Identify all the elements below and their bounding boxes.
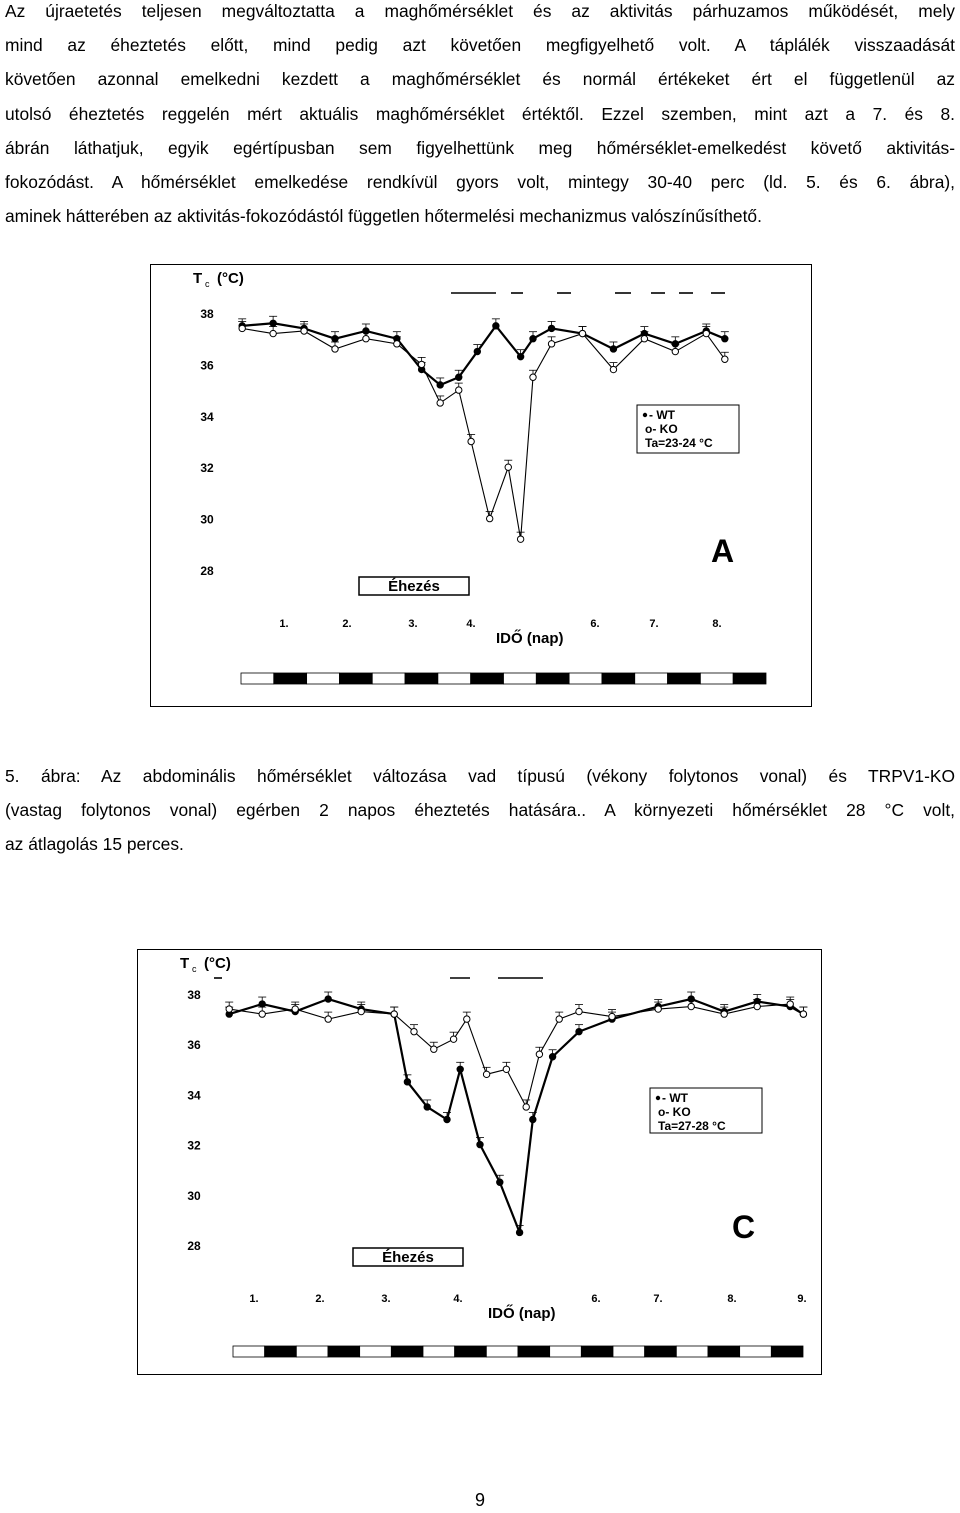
- data-point-ko: [576, 1008, 582, 1014]
- data-point-ko: [391, 1011, 397, 1017]
- data-point-ko: [800, 1011, 806, 1017]
- data-point-wt: [722, 336, 728, 342]
- y-tick-label: 34: [187, 1088, 201, 1103]
- data-point-ko: [239, 325, 245, 331]
- data-point-ko: [325, 1016, 331, 1022]
- light-dark-segment: [550, 1346, 582, 1357]
- data-point-wt: [437, 382, 443, 388]
- data-point-wt: [530, 1116, 536, 1122]
- data-point-ko: [483, 1071, 489, 1077]
- light-dark-segment: [581, 1346, 613, 1357]
- light-dark-segment: [771, 1346, 803, 1357]
- y-tick-label: 36: [200, 358, 214, 373]
- day-label: 7.: [649, 618, 659, 630]
- light-dark-segment: [455, 1346, 487, 1357]
- intro-line: követően azonnal emelkedni kezdett a maghőmérséklet és normál értékeket ért el függetlenül az: [5, 69, 955, 90]
- y-tick-label: 30: [187, 1188, 201, 1203]
- caption-line: az átlagolás 15 perces.: [5, 834, 184, 855]
- y-tick-label: 32: [187, 1138, 201, 1153]
- light-dark-segment: [241, 673, 274, 684]
- data-point-ko: [450, 1036, 456, 1042]
- light-dark-segment: [265, 1346, 297, 1357]
- light-dark-segment: [569, 673, 602, 684]
- legend-wt: - WT: [649, 408, 675, 422]
- data-point-wt: [576, 1028, 582, 1034]
- y-tick-label: 38: [187, 988, 201, 1002]
- data-point-ko: [332, 346, 338, 352]
- y-tick-label: 28: [187, 1239, 201, 1253]
- day-label: 1.: [249, 1293, 259, 1305]
- light-dark-segment: [740, 1346, 772, 1357]
- data-point-ko: [301, 328, 307, 334]
- data-point-wt: [516, 1229, 522, 1235]
- intro-line: Az újraetetés teljesen megváltoztatta a maghőmérséklet és az aktivitás párhuzamos működését, mely: [5, 1, 955, 21]
- data-point-wt: [457, 1066, 463, 1072]
- light-dark-segment: [518, 1346, 550, 1357]
- data-point-ko: [358, 1008, 364, 1014]
- light-dark-segment: [536, 673, 569, 684]
- y-axis-unit: (°C): [204, 955, 231, 972]
- panel-letter: C: [732, 1209, 756, 1245]
- light-dark-segment: [405, 673, 438, 684]
- data-point-wt: [456, 374, 462, 380]
- data-point-ko: [530, 374, 536, 380]
- y-tick-label: 30: [200, 512, 214, 527]
- intro-line: utolsó éheztetés reggelén mért aktuális maghőmérséklet értéktől. Ezzel szemben, mint azt a 7. és 8.: [5, 103, 955, 124]
- data-point-ko: [503, 1066, 509, 1072]
- day-label: 3.: [381, 1293, 391, 1305]
- legend-wt-marker: [656, 1096, 660, 1100]
- data-point-ko: [226, 1006, 232, 1012]
- data-point-wt: [610, 346, 616, 352]
- data-point-ko: [437, 400, 443, 406]
- figure-panel-c: [137, 949, 822, 1375]
- light-dark-segment: [372, 673, 405, 684]
- series-line-wt: [242, 323, 725, 385]
- data-point-ko: [464, 1016, 470, 1022]
- light-dark-segment: [602, 673, 635, 684]
- light-dark-segment: [504, 673, 537, 684]
- light-dark-segment: [233, 1346, 265, 1357]
- y-axis-unit: (°C): [217, 270, 244, 287]
- y-axis-label-subscript: c: [192, 964, 197, 974]
- x-axis-label: IDŐ (nap): [488, 1305, 556, 1322]
- page-number: 9: [474, 1490, 485, 1510]
- x-axis-label: IDŐ (nap): [496, 630, 564, 647]
- data-point-ko: [431, 1046, 437, 1052]
- data-point-ko: [363, 336, 369, 342]
- light-dark-segment: [635, 673, 668, 684]
- day-label: 4.: [466, 618, 476, 630]
- light-dark-segment: [296, 1346, 328, 1357]
- day-label: 2.: [342, 618, 352, 630]
- data-point-ko: [721, 1011, 727, 1017]
- light-dark-segment: [733, 673, 766, 684]
- legend-ko: o- KO: [658, 1105, 691, 1119]
- intro-line: mind az éheztetés előtt, mind pedig azt követően megfigyelhető volt. A táplálék visszaadását: [5, 35, 955, 56]
- data-point-ko: [548, 341, 554, 347]
- data-point-ko: [610, 366, 616, 372]
- light-dark-segment: [700, 673, 733, 684]
- chart-svg-c: [138, 950, 823, 1376]
- light-dark-segment: [307, 673, 340, 684]
- data-point-ko: [556, 1016, 562, 1022]
- caption-line: (vastag folytonos vonal) egérben 2 napos éheztetés hatására.. A környezeti hőmérséklet 28 °C volt,: [5, 800, 955, 821]
- day-label: 6.: [591, 1293, 601, 1305]
- figure-caption: [5, 759, 955, 862]
- data-point-wt: [259, 1001, 265, 1007]
- light-dark-segment: [274, 673, 307, 684]
- data-point-wt: [474, 348, 480, 354]
- light-dark-segment: [423, 1346, 455, 1357]
- light-dark-segment: [645, 1346, 677, 1357]
- day-label: 3.: [408, 618, 418, 630]
- figure-panel-a: [150, 264, 812, 707]
- data-point-ko: [579, 330, 585, 336]
- intro-line: fokozódást. A hőmérséklet emelkedése rendkívül gyors volt, mintegy 30-40 perc (ld. 5. és 6. ábra),: [5, 172, 955, 193]
- day-label: 8.: [727, 1293, 737, 1305]
- data-point-ko: [418, 361, 424, 367]
- light-dark-segment: [391, 1346, 423, 1357]
- y-axis-label: T: [180, 955, 190, 972]
- intro-line: aminek hátterében az aktivitás-fokozódástól független hőtermelési mechanizmus valószínűsíthető.: [5, 206, 762, 227]
- intro-paragraph: [5, 0, 955, 233]
- data-point-wt: [270, 320, 276, 326]
- data-point-ko: [787, 1001, 793, 1007]
- data-point-ko: [292, 1006, 298, 1012]
- data-point-ko: [505, 464, 511, 470]
- caption-line: 5. ábra: Az abdominális hőmérséklet változása vad típusú (vékony folytonos vonal) és TRPV1-KO: [5, 766, 955, 786]
- data-point-wt: [332, 336, 338, 342]
- legend-ko: o- KO: [645, 422, 678, 436]
- light-dark-segment: [668, 673, 701, 684]
- data-point-ko: [394, 341, 400, 347]
- data-point-wt: [517, 353, 523, 359]
- data-point-ko: [411, 1028, 417, 1034]
- data-point-wt: [444, 1116, 450, 1122]
- data-point-wt: [549, 1054, 555, 1060]
- y-tick-label: 36: [187, 1038, 201, 1053]
- data-point-ko: [468, 438, 474, 444]
- day-label: 9.: [797, 1293, 807, 1305]
- day-label: 7.: [653, 1293, 663, 1305]
- data-point-wt: [424, 1104, 430, 1110]
- data-point-ko: [641, 336, 647, 342]
- data-point-ko: [523, 1104, 529, 1110]
- light-dark-segment: [438, 673, 471, 684]
- data-point-ko: [754, 1003, 760, 1009]
- fasting-label: Éhezés: [382, 1249, 434, 1266]
- y-axis-label: T: [193, 270, 203, 287]
- day-label: 2.: [315, 1293, 325, 1305]
- y-tick-label: 32: [200, 461, 214, 476]
- data-point-ko: [672, 348, 678, 354]
- light-dark-segment: [339, 673, 372, 684]
- intro-line: ábrán láthatjuk, egyik egértípusban sem figyelhettünk meg hőmérséklet-emelkedést követő aktivitás-: [5, 137, 955, 158]
- data-point-wt: [477, 1141, 483, 1147]
- data-point-ko: [517, 536, 523, 542]
- light-dark-segment: [708, 1346, 740, 1357]
- day-label: 4.: [453, 1293, 463, 1305]
- panel-letter: A: [711, 533, 735, 569]
- data-point-ko: [486, 515, 492, 521]
- data-point-ko: [259, 1011, 265, 1017]
- data-point-wt: [497, 1179, 503, 1185]
- y-tick-label: 28: [200, 564, 214, 578]
- data-point-ko: [703, 330, 709, 336]
- y-tick-label: 34: [200, 409, 214, 424]
- y-axis-label-subscript: c: [205, 279, 210, 289]
- legend-ta: Ta=23-24 °C: [645, 436, 713, 450]
- light-dark-segment: [328, 1346, 360, 1357]
- day-label: 8.: [712, 618, 722, 630]
- fasting-label: Éhezés: [388, 578, 440, 595]
- light-dark-segment: [471, 673, 504, 684]
- data-point-ko: [456, 387, 462, 393]
- data-point-wt: [493, 323, 499, 329]
- data-point-wt: [404, 1079, 410, 1085]
- data-point-ko: [609, 1013, 615, 1019]
- legend-wt: - WT: [662, 1091, 688, 1105]
- data-point-ko: [270, 330, 276, 336]
- data-point-wt: [325, 996, 331, 1002]
- data-point-ko: [536, 1051, 542, 1057]
- light-dark-segment: [676, 1346, 708, 1357]
- data-point-wt: [548, 325, 554, 331]
- data-point-ko: [722, 356, 728, 362]
- y-tick-label: 38: [200, 307, 214, 321]
- chart-svg-a: [151, 265, 813, 708]
- legend-wt-marker: [643, 413, 647, 417]
- data-point-ko: [655, 1006, 661, 1012]
- legend-ta: Ta=27-28 °C: [658, 1119, 726, 1133]
- data-point-ko: [688, 1003, 694, 1009]
- light-dark-segment: [360, 1346, 392, 1357]
- day-label: 1.: [279, 618, 289, 630]
- light-dark-segment: [486, 1346, 518, 1357]
- day-label: 6.: [590, 618, 600, 630]
- light-dark-segment: [613, 1346, 645, 1357]
- data-point-wt: [530, 336, 536, 342]
